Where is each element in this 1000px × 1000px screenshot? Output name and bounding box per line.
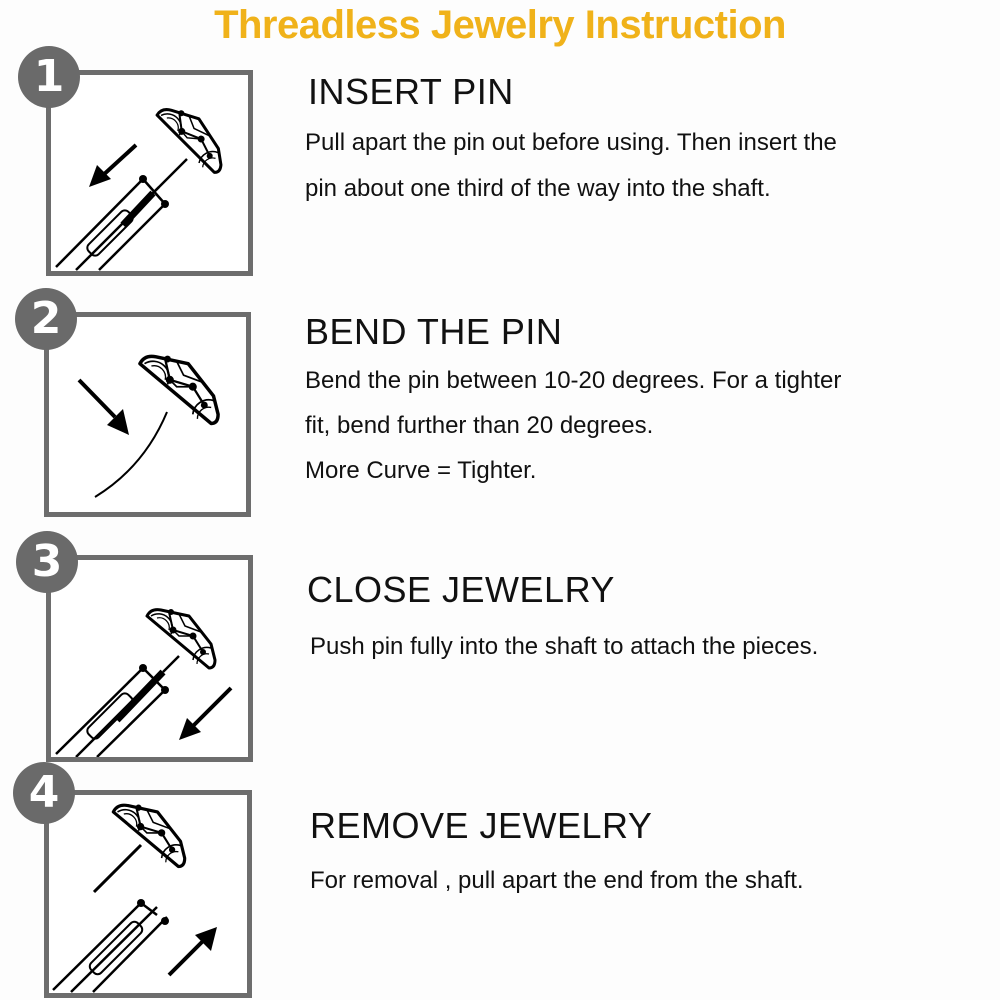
arrow-down-left-icon (89, 145, 136, 187)
step-1-heading: INSERT PIN (308, 71, 514, 112)
step-4-frame (44, 790, 252, 998)
step-1-badge: 1 (18, 46, 80, 108)
step-1-text-line-1: Pull apart the pin out before using. Then insert the (305, 129, 837, 156)
remove-jewelry-illustration (49, 795, 247, 993)
step-2-frame (44, 312, 251, 517)
arrow-up-right-icon (169, 927, 217, 975)
step-4-text-line-1: For removal , pull apart the end from the shaft. (310, 867, 804, 894)
insert-pin-illustration (51, 75, 248, 271)
bend-pin-illustration (49, 317, 246, 512)
step-3-badge: 3 (16, 531, 78, 593)
arrow-down-right-icon (79, 380, 129, 435)
step-3-frame (46, 555, 253, 762)
step-2-text-line-2: fit, bend further than 20 degrees. (305, 412, 654, 439)
step-3-text-line-1: Push pin fully into the shaft to attach the pieces. (310, 633, 819, 660)
step-3-heading: CLOSE JEWELRY (307, 569, 615, 610)
step-2-text-line-1: Bend the pin between 10-20 degrees. For a tighter (305, 367, 842, 394)
step-4-badge: 4 (13, 762, 75, 824)
step-2-heading: BEND THE PIN (305, 311, 563, 352)
step-1-frame (46, 70, 253, 276)
step-1-text-line-2: pin about one third of the way into the shaft. (305, 175, 771, 202)
page-title: Threadless Jewelry Instruction (214, 3, 786, 47)
step-2-badge: 2 (15, 288, 77, 350)
step-2-text-line-3: More Curve = Tighter. (305, 457, 537, 484)
close-jewelry-illustration (51, 560, 248, 757)
arrow-down-left-icon (179, 688, 231, 740)
step-4-heading: REMOVE JEWELRY (310, 805, 653, 846)
